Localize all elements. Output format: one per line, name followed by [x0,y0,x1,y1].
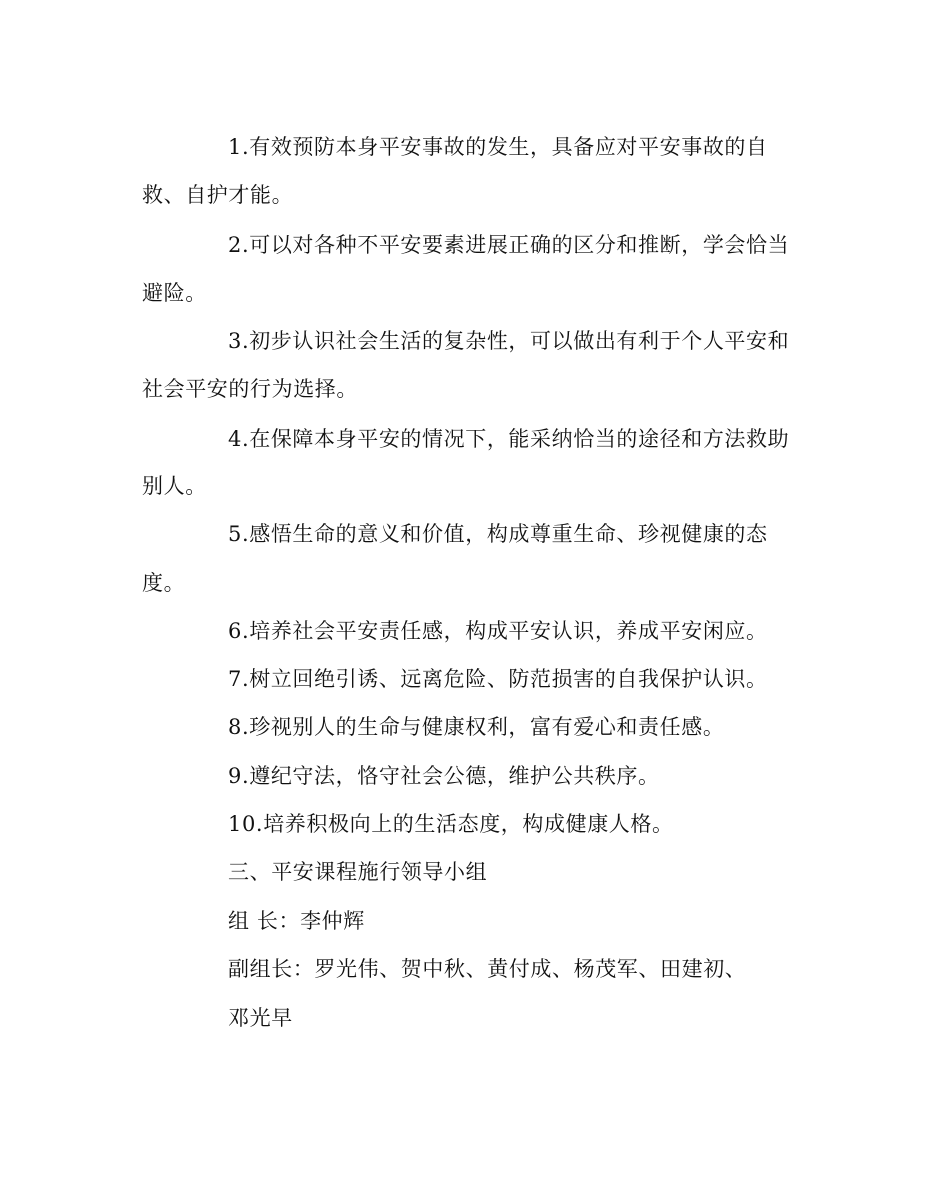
objective-10: 10.培养积极向上的生活态度，构成健康人格。 [228,812,674,836]
objective-2-line-1: 2.可以对各种不平安要素进展正确的区分和推断，学会恰当 [228,233,790,257]
objective-8: 8.珍视别人的生命与健康权利，富有爱心和责任感。 [228,715,725,739]
objective-9: 9.遵纪守法，恪守社会公德，维护公共秩序。 [228,764,660,788]
objective-5-line-1: 5.感悟生命的意义和价值，构成尊重生命、珍视健康的态 [228,522,768,546]
section-heading: 三、平安课程施行领导小组 [228,860,488,884]
objective-3-line-1: 3.初步认识社会生活的复杂性，可以做出有利于个人平安和 [228,329,790,353]
objective-4-line-1: 4.在保障本身平安的情况下，能采纳恰当的途径和方法救助 [228,427,790,451]
objective-3-line-2: 社会平安的行为选择。 [142,377,358,401]
deputy-leaders-line: 副组长：罗光伟、贺中秋、黄付成、杨茂军、田建初、 [228,957,747,981]
objective-6: 6.培养社会平安责任感，构成平安认识，养成平安闲应。 [228,619,768,643]
objective-1-line-1: 1.有效预防本身平安事故的发生，具备应对平安事故的自 [228,135,768,159]
objective-1-line-2: 救、自护才能。 [142,183,294,207]
deputy-leaders-continued: 邓光早 [228,1006,293,1030]
leader-line: 组 长：李仲辉 [228,909,365,933]
objective-5-line-2: 度。 [142,571,186,595]
objective-7: 7.树立回绝引诱、远离危险、防范损害的自我保护认识。 [228,667,768,691]
objective-4-line-2: 别人。 [142,474,207,498]
objective-2-line-2: 避险。 [142,281,207,305]
